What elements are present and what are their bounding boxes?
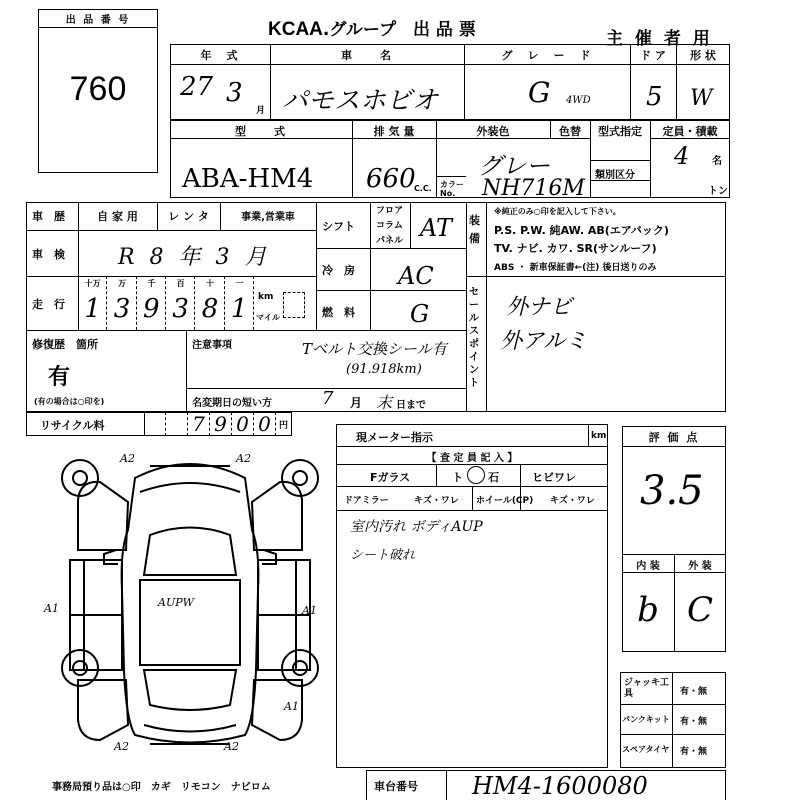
mileage-digit: 8 bbox=[201, 294, 219, 324]
load-unit: トン bbox=[708, 186, 728, 197]
doors-value: 5 bbox=[646, 82, 663, 112]
exterior-label: 外 装 bbox=[688, 561, 712, 572]
mark-center: AUPW bbox=[158, 596, 194, 609]
exterior-grade: C bbox=[686, 590, 713, 630]
mile-checkbox bbox=[283, 292, 305, 318]
body-type-value: W bbox=[690, 86, 713, 111]
year-label: 年 式 bbox=[200, 49, 240, 62]
recycle-yen: 円 bbox=[279, 421, 289, 431]
mark-a2-top-left: A2 bbox=[120, 452, 135, 465]
month-unit: 月 bbox=[256, 106, 266, 116]
mileage-digit: 3 bbox=[113, 294, 131, 324]
expiry-day-unit: 日まで bbox=[396, 400, 426, 411]
mileage-digits bbox=[78, 276, 254, 330]
notes-line2: (91.918km) bbox=[346, 362, 422, 377]
spare-choice: 有・無 bbox=[680, 747, 708, 757]
repair-value: 有 bbox=[48, 365, 71, 390]
mileage-digit: 1 bbox=[231, 294, 248, 324]
mileage-digit: 9 bbox=[143, 294, 160, 324]
color-no-label: カラーNo. bbox=[440, 180, 464, 198]
mark-a2-top-right: A2 bbox=[236, 452, 251, 465]
notes-line1: Tベルト交換シール有 bbox=[302, 340, 447, 358]
mileage-digit-cell bbox=[166, 276, 195, 330]
current-meter-label: 現メーター指示 bbox=[356, 431, 433, 444]
interior-label: 内 装 bbox=[636, 561, 660, 572]
equipment-line1: P.S. P.W. 純AW. AB(エアバック) bbox=[494, 224, 669, 237]
fglass-circle bbox=[467, 466, 485, 484]
recycle-digit bbox=[166, 412, 188, 436]
mileage-unit-label: 百 bbox=[176, 279, 185, 288]
grade-score: 3.5 bbox=[640, 468, 704, 514]
capacity-value: 4 bbox=[674, 142, 690, 170]
interior-grade: b bbox=[637, 590, 659, 630]
mark-a1-right: A1 bbox=[302, 604, 317, 617]
inspector-note-2: シート破れ bbox=[350, 548, 416, 563]
fglass-val2: 石 bbox=[488, 471, 499, 484]
repair-note: (有の場合は○印を) bbox=[34, 397, 105, 406]
model-label: 型 式 bbox=[235, 125, 287, 138]
month-value: 3 bbox=[226, 78, 243, 108]
recycle-label: リサイクル料 bbox=[40, 419, 105, 432]
chassis-label: 車台番号 bbox=[374, 780, 418, 793]
equipment-note: ※純正のみ○印を記入して下さい。 bbox=[494, 207, 621, 216]
inspector-note-1: 室内汚れ ボディAUP bbox=[350, 519, 483, 535]
mileage-digit-cell bbox=[137, 276, 166, 330]
inspection-value: R 8 年 3 月 bbox=[118, 245, 271, 270]
mileage-digit-cell bbox=[195, 276, 224, 330]
expiry-month-unit: 月 bbox=[350, 396, 363, 410]
chassis-number: HM4-1600080 bbox=[472, 772, 648, 800]
displacement-label: 排 気 量 bbox=[373, 125, 415, 138]
expiry-label: 名変期日の短い方 bbox=[192, 398, 272, 409]
history-rental: レ ン タ bbox=[168, 210, 209, 223]
doors-label: ド ア bbox=[640, 49, 666, 62]
puncture-choice: 有・無 bbox=[680, 717, 708, 727]
recycle-digit: 0 bbox=[254, 412, 276, 436]
jack-label: ジャッキ工具 bbox=[624, 678, 669, 699]
mileage-digit-cell bbox=[107, 276, 136, 330]
mileage-unit-label: 十万 bbox=[84, 279, 101, 288]
shift-option-floor: フロア bbox=[376, 206, 404, 216]
mark-a2-bottom-left: A2 bbox=[114, 740, 129, 753]
fglass-val3: ヒビワレ bbox=[532, 471, 576, 484]
ext-color-label: 外装色 bbox=[476, 125, 510, 138]
displacement-value: 660 bbox=[366, 164, 416, 194]
current-meter-km: km bbox=[591, 431, 607, 441]
form-title-text: .グループ 出 品 票 bbox=[322, 20, 476, 40]
repair-label: 修復歴 箇所 bbox=[32, 338, 98, 351]
expiry-day: 末 bbox=[376, 393, 393, 412]
equipment-label: 装備 bbox=[469, 214, 480, 245]
mileage-digit-cell bbox=[225, 276, 254, 330]
inspector-header: 【 査 定 員 記 入 】 bbox=[426, 453, 518, 464]
km-label: km bbox=[258, 292, 274, 302]
fuel-label: 燃 料 bbox=[322, 306, 355, 319]
mileage-unit-label: 万 bbox=[117, 279, 126, 288]
history-commercial: 事業,営業車 bbox=[241, 212, 295, 223]
recycle-digit bbox=[144, 412, 166, 436]
recycle-digits bbox=[144, 412, 276, 436]
ac-value: AC bbox=[398, 262, 434, 290]
expiry-month: 7 bbox=[322, 388, 334, 409]
lot-number-label: 出 品 番 号 bbox=[65, 15, 131, 26]
form-title bbox=[268, 15, 476, 41]
category-label: 類別区分 bbox=[595, 170, 635, 181]
year-value: 27 bbox=[180, 72, 214, 102]
capacity-label: 定員・積載 bbox=[662, 125, 718, 138]
equipment-line3: ABS ・ 新車保証書←(注) 後日送りのみ bbox=[494, 263, 657, 273]
sales-point-1: 外ナビ bbox=[506, 295, 573, 320]
puncture-label: パンクキット bbox=[622, 715, 670, 724]
grade-score-label: 評 価 点 bbox=[648, 431, 700, 444]
mile-label: マイル bbox=[256, 313, 280, 322]
wheel-label: ホイール(CP) bbox=[476, 496, 534, 506]
ac-label: 冷 房 bbox=[322, 264, 355, 277]
mileage-unit-label: 千 bbox=[147, 279, 156, 288]
cc-unit: C.C. bbox=[414, 184, 432, 193]
lot-number-value: 760 bbox=[69, 70, 127, 108]
mark-a2-bottom-right: A2 bbox=[224, 740, 239, 753]
sales-points-label: セールスポイント bbox=[469, 287, 479, 389]
history-label: 車 歴 bbox=[32, 210, 65, 223]
spare-label: スペアタイヤ bbox=[622, 745, 670, 754]
mileage-label: 走 行 bbox=[32, 298, 65, 311]
grade-value: G bbox=[528, 76, 551, 109]
model-value: ABA-HM4 bbox=[182, 164, 314, 194]
office-note: 事務局預り品は○印 カギ リモコン ナビロム bbox=[52, 782, 271, 793]
copy-label: 主 催 者 用 bbox=[606, 29, 713, 49]
jack-choice: 有・無 bbox=[680, 687, 708, 697]
car-name-value: パモスホビオ bbox=[282, 86, 439, 116]
mark-a1-left: A1 bbox=[44, 602, 59, 615]
mileage-unit-label: 一 bbox=[235, 279, 244, 288]
wheel-value: キズ・ワレ bbox=[550, 496, 595, 506]
mileage-digit-cell bbox=[78, 276, 107, 330]
fuel-value: G bbox=[410, 300, 430, 328]
car-name-label: 車 名 bbox=[341, 49, 393, 62]
notes-label: 注意事項 bbox=[192, 340, 232, 351]
shift-value: AT bbox=[420, 214, 453, 242]
color-no-value: NH716M bbox=[482, 176, 585, 201]
shift-option-panel: パネル bbox=[376, 236, 404, 246]
model-spec-label: 型式指定 bbox=[598, 125, 642, 138]
equipment-line2: TV. ナビ. カワ. SR(サンルーフ) bbox=[494, 242, 657, 255]
history-private: 自 家 用 bbox=[97, 210, 138, 223]
recycle-digit: 9 bbox=[210, 412, 232, 436]
recycle-digit: 7 bbox=[188, 412, 210, 436]
form-title-brand: KCAA bbox=[268, 19, 323, 40]
sales-point-2: 外アルミ bbox=[500, 329, 588, 354]
mirror-label: ドアミラー bbox=[344, 496, 389, 506]
drive-value: 4WD bbox=[566, 95, 591, 106]
shift-option-column: コラム bbox=[376, 221, 403, 231]
mirror-value: キズ・ワレ bbox=[414, 496, 459, 506]
grade-label: グ レ ー ド bbox=[501, 49, 593, 62]
inspection-label: 車 検 bbox=[32, 248, 65, 261]
mark-a1-rear-right: A1 bbox=[284, 700, 299, 713]
shift-label: シフト bbox=[322, 220, 355, 233]
body-type-label: 形 状 bbox=[690, 49, 716, 62]
color-replace-label: 色替 bbox=[559, 125, 581, 138]
capacity-unit: 名 bbox=[712, 156, 722, 167]
fglass-val1: ト bbox=[452, 471, 463, 484]
recycle-digit: 0 bbox=[232, 412, 254, 436]
mileage-digit: 3 bbox=[172, 294, 189, 324]
fglass-label: Fガラス bbox=[370, 471, 411, 484]
mileage-digit: 1 bbox=[84, 294, 101, 324]
ext-color-value: グレー bbox=[478, 152, 550, 180]
mileage-unit-label: 十 bbox=[205, 279, 214, 288]
